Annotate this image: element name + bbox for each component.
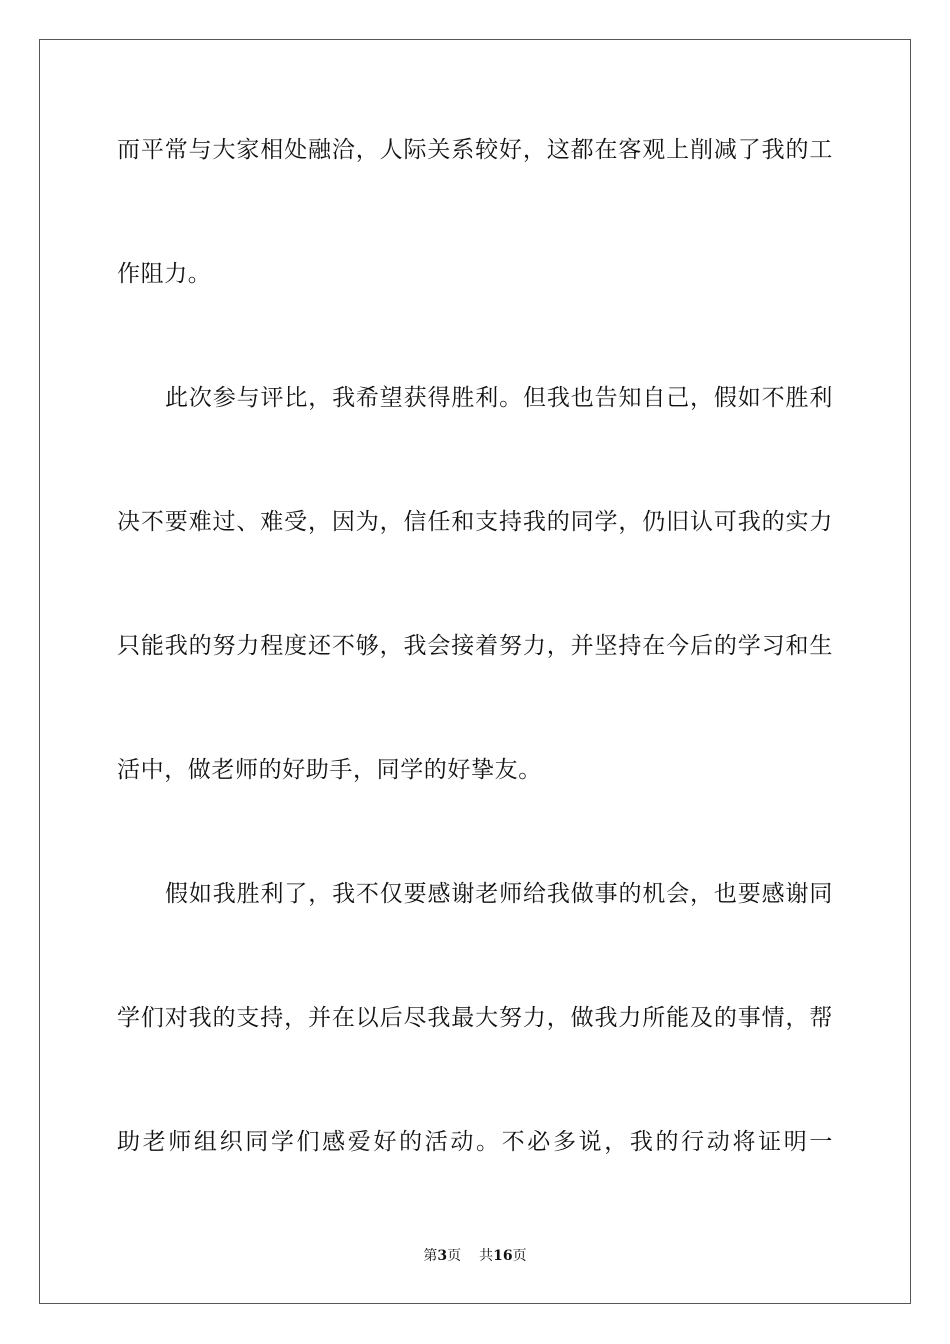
- text-line: 作阻力。: [117, 261, 212, 287]
- text-line: 而平常与大家相处融洽，人际关系较好，这都在客观上削减了我的工: [117, 137, 833, 163]
- text-line: 只能我的努力程度还不够，我会接着努力，并坚持在今后的学习和生: [117, 633, 833, 659]
- text-line: 假如我胜利了，我不仅要感谢老师给我做事的机会，也要感谢同: [165, 881, 833, 907]
- text-line: 活中，做老师的好助手，同学的好挚友。: [117, 757, 542, 783]
- page-footer: [0, 1246, 950, 1266]
- text-line: 此次参与评比，我希望获得胜利。但我也告知自己，假如不胜利: [165, 385, 833, 411]
- text-line: 学们对我的支持，并在以后尽我最大努力，做我力所能及的事情，帮: [117, 1005, 833, 1031]
- total-label-prefix: 共: [479, 1248, 494, 1264]
- page-number: 3: [437, 1248, 448, 1264]
- page-label-prefix: 第: [423, 1248, 438, 1264]
- page-border: [39, 39, 911, 1304]
- text-line: 决不要难过、难受，因为，信任和支持我的同学，仍旧认可我的实力: [117, 509, 833, 535]
- page-label-suffix: 页: [447, 1248, 462, 1264]
- text-line: 助老师组织同学们感爱好的活动。不必多说，我的行动将证明一: [117, 1129, 833, 1155]
- total-pages: 16: [493, 1248, 513, 1264]
- total-label-suffix: 页: [512, 1248, 527, 1264]
